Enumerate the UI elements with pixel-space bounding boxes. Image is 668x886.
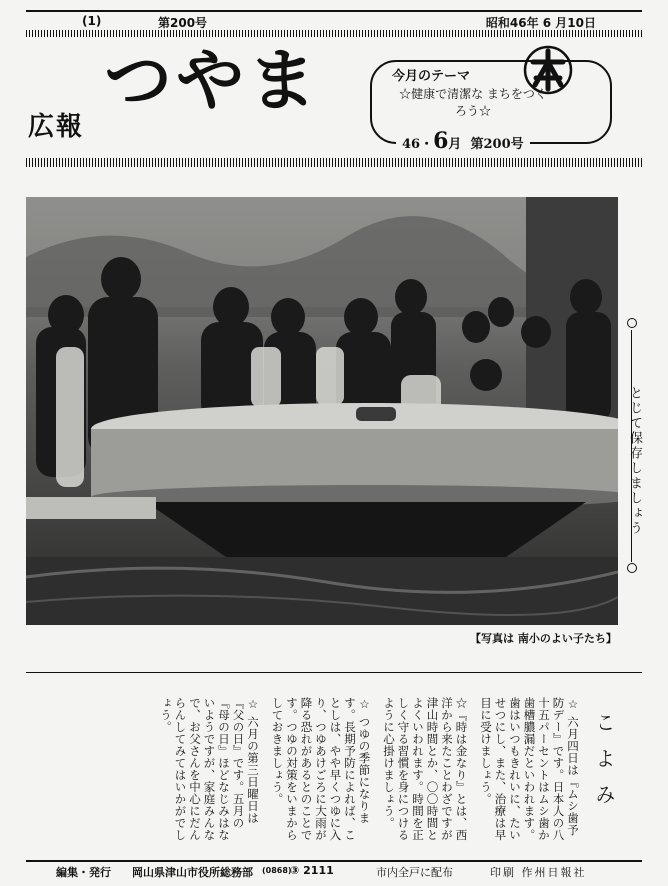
footer-phone: ③ 2111 — [290, 864, 334, 877]
footer-phone-prefix: (0868) — [262, 866, 292, 875]
koyomi-paragraph: ☆『時は金なり』とは、西洋から来たことわざですが津山時間とか、〇〇時間とよくいわれます。時間を正しく守る習慣を身につけるように心掛けましょう。 — [382, 697, 469, 841]
koyomi-paragraph: ☆ 六月の第三日曜日は『父の日』です。五月の『母の日』ほどなじみはないようですが、家庭みんなで、お父さんを中心にだんらんしてみてはいかがでしょう。 — [159, 697, 260, 841]
section-separator — [26, 672, 642, 673]
top-banner — [26, 10, 642, 30]
theme-year: 46・ — [402, 137, 434, 152]
footer-publisher: 岡山県津山市役所総務部 — [132, 866, 253, 879]
side-note-circle-bottom — [627, 563, 637, 573]
theme-month: 6 — [433, 128, 449, 154]
footer-distribution: 市内全戸に配布 — [376, 866, 453, 879]
page-number: (1) — [82, 14, 102, 28]
top-hatch-rule — [26, 30, 642, 37]
theme-month-suffix: 月 — [448, 137, 462, 152]
masthead-hatch-rule — [26, 158, 642, 167]
footer-rule — [26, 860, 642, 862]
issue-date: 昭和46年 6 月10日 — [485, 16, 596, 30]
theme-text: ☆健康で清潔な まちをつくろう☆ — [399, 87, 547, 118]
side-note: とじて保存しましょう — [627, 386, 642, 536]
cover-photo — [26, 197, 618, 625]
photo-caption: 【写真は 南小のよい子たち】 — [470, 632, 617, 645]
issue-number: 第200号 — [158, 16, 208, 30]
koyomi-columns — [150, 697, 580, 847]
koyomi-paragraph: ☆ 六月四日は『ムシ歯予防デー』です。日本人の八十五パーセントはムシ歯か歯槽膿漏だといわれます。歯はいつもきれいに、たいせつにし、また、治療は早目に受けましょう。 — [479, 697, 580, 841]
masthead-title: つやま — [104, 42, 321, 121]
koyomi-paragraph: ☆ つゆの季節になります。長期予防によれば、ことしは、やや早くつゆに入り、つゆあけごろに大雨が降る恐れがあるとのことです。つゆの対策をいまからしておきましょう。 — [270, 697, 372, 841]
side-note-circle-top — [627, 318, 637, 328]
footer-printer: 印刷 作州日報社 — [490, 866, 587, 879]
theme-label: 今月のテーマ — [392, 69, 471, 84]
theme-issue: 第200号 — [470, 137, 524, 152]
footer-publisher-label: 編集・発行 — [56, 866, 111, 879]
masthead-koho: 広報 — [28, 112, 85, 142]
theme-issue-row — [396, 128, 530, 154]
city-emblem-icon — [523, 45, 573, 95]
koyomi-title: こよみ — [592, 712, 616, 820]
